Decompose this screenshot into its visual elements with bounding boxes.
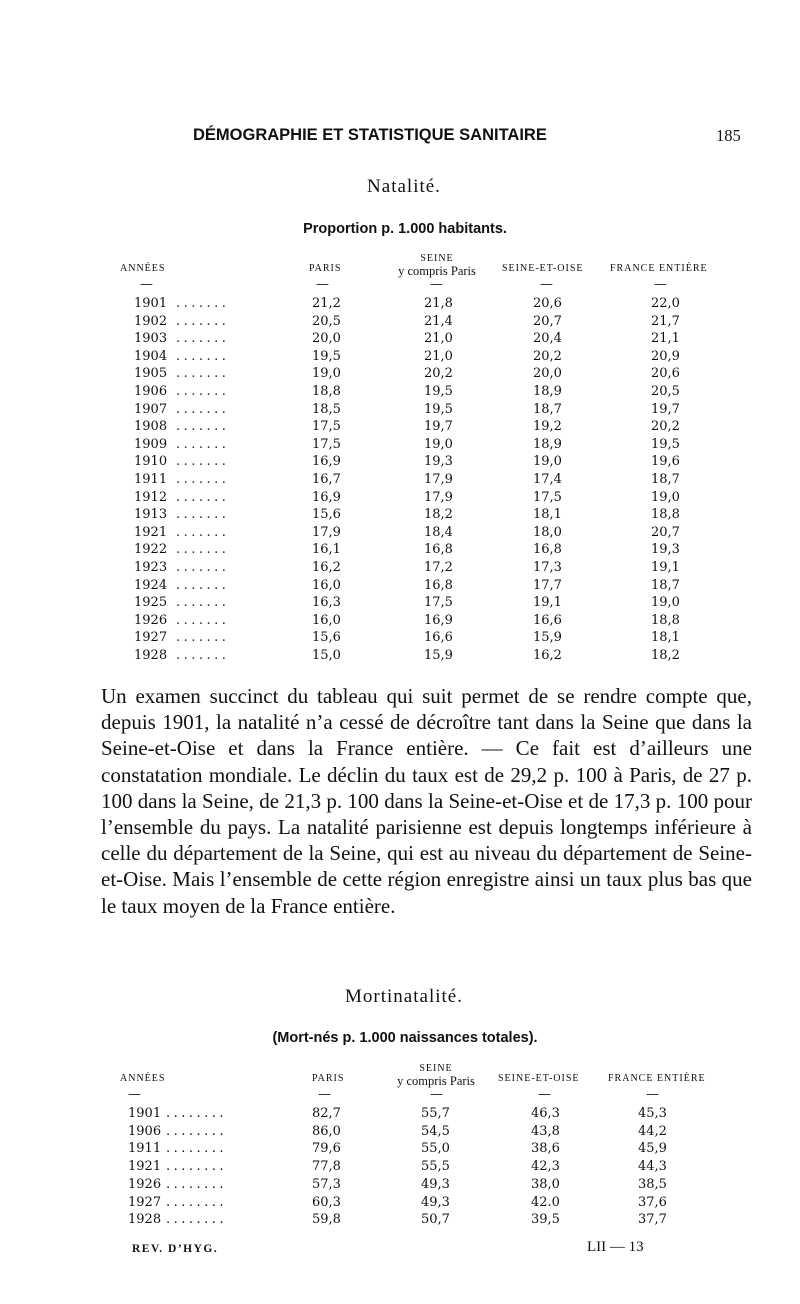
seine-cell: 21,8	[424, 296, 453, 311]
year-cell: 1909	[134, 436, 168, 452]
table-row	[0, 1106, 800, 1124]
france-cell: 20,2	[651, 419, 680, 435]
seine-et-oise-cell: 19,2	[533, 419, 562, 435]
table-row	[0, 1141, 800, 1159]
france-cell: 19,1	[651, 560, 680, 575]
france-cell: 19,7	[651, 401, 680, 417]
dash: —	[538, 1087, 551, 1102]
table-row	[0, 613, 800, 631]
paris-cell: 17,9	[312, 524, 341, 540]
year-cell: 1927	[128, 1194, 162, 1210]
seine-et-oise-cell: 38,6	[531, 1141, 560, 1157]
paris-cell: 16,2	[312, 560, 341, 575]
france-cell: 44,2	[638, 1123, 667, 1139]
leader-dots: .......	[176, 542, 230, 558]
leader-dots: .......	[176, 507, 230, 523]
col-france: FRANCE ENTIÈRE	[610, 263, 708, 274]
seine-cell: 18,2	[424, 507, 453, 523]
leader-dots: .......	[176, 648, 230, 663]
seine-et-oise-cell: 20,7	[533, 313, 562, 329]
paris-cell: 20,0	[312, 331, 341, 347]
paris-cell: 16,0	[312, 612, 341, 628]
table-row	[0, 472, 800, 490]
paris-cell: 18,8	[312, 384, 341, 399]
seine-cell: 19,3	[424, 454, 453, 470]
leader-dots: .......	[176, 524, 230, 540]
france-cell: 20,6	[651, 366, 680, 382]
leader-dots: .......	[176, 419, 230, 435]
france-cell: 37,6	[638, 1194, 667, 1210]
france-cell: 19,3	[651, 542, 680, 558]
france-cell: 19,6	[651, 454, 680, 470]
table-row	[0, 314, 800, 332]
france-cell: 19,0	[651, 595, 680, 611]
year-cell: 1904	[134, 348, 168, 364]
leader-dots: .......	[176, 348, 230, 364]
leader-dots: .......	[176, 577, 230, 593]
dash: —	[318, 1087, 331, 1102]
seine-cell: 21,4	[424, 313, 453, 329]
natalite-title: Natalité.	[367, 176, 441, 197]
seine-cell: 54,5	[421, 1123, 450, 1139]
seine-cell: 19,7	[424, 419, 453, 435]
seine-et-oise-cell: 17,7	[533, 577, 562, 593]
paris-cell: 21,2	[312, 296, 341, 311]
seine-et-oise-cell: 17,4	[533, 472, 562, 487]
paris-cell: 19,5	[312, 348, 341, 364]
seine-cell: 21,0	[424, 348, 453, 364]
year-cell: 1902	[134, 313, 168, 329]
leader-dots: .......	[176, 472, 230, 487]
seine-cell: 16,9	[424, 612, 453, 628]
col-seine-et-oise: SEINE-ET-OISE	[498, 1073, 580, 1084]
col-seine-et-oise: SEINE-ET-OISE	[502, 263, 584, 274]
year-cell: 1928	[128, 1212, 162, 1228]
col-seine	[381, 1063, 491, 1087]
paris-cell: 86,0	[312, 1123, 341, 1139]
col-france: FRANCE ENTIÈRE	[608, 1073, 706, 1084]
leader-dots: .......	[176, 401, 230, 417]
leader-dots: .......	[176, 436, 230, 452]
paris-cell: 17,5	[312, 419, 341, 435]
year-cell: 1926	[134, 612, 168, 628]
year-cell: 1912	[134, 489, 168, 505]
leader-dots: ........	[166, 1194, 228, 1210]
seine-et-oise-cell: 38,0	[531, 1176, 560, 1192]
table-row	[0, 490, 800, 508]
leader-dots: .......	[176, 454, 230, 470]
col-seine-line1: SEINE	[420, 253, 454, 264]
year-cell: 1906	[134, 384, 168, 399]
france-cell: 18,7	[651, 577, 680, 593]
year-cell: 1907	[134, 401, 168, 417]
seine-et-oise-cell: 15,9	[533, 630, 562, 646]
year-cell: 1911	[128, 1141, 162, 1157]
seine-cell: 19,0	[424, 436, 453, 452]
france-cell: 20,5	[651, 384, 680, 399]
seine-et-oise-cell: 39,5	[531, 1212, 560, 1228]
table-row	[0, 1212, 800, 1230]
leader-dots: .......	[176, 489, 230, 505]
france-cell: 45,3	[638, 1106, 667, 1121]
leader-dots: .......	[176, 612, 230, 628]
table-row	[0, 560, 800, 578]
dash: —	[430, 1087, 443, 1102]
paris-cell: 15,6	[312, 507, 341, 523]
leader-dots: ........	[166, 1176, 228, 1192]
col-seine	[382, 253, 492, 277]
leader-dots: .......	[176, 384, 230, 399]
year-cell: 1924	[134, 577, 168, 593]
col-annees: ANNÉES	[120, 1073, 166, 1084]
france-cell: 21,7	[651, 313, 680, 329]
seine-cell: 19,5	[424, 401, 453, 417]
year-cell: 1911	[134, 472, 168, 487]
mortinatalite-title: Mortinatalité.	[345, 986, 463, 1007]
seine-et-oise-cell: 17,5	[533, 489, 562, 505]
seine-cell: 49,3	[421, 1194, 450, 1210]
paris-cell: 59,8	[312, 1212, 341, 1228]
leader-dots: .......	[176, 630, 230, 646]
paris-cell: 16,3	[312, 595, 341, 611]
france-cell: 18,2	[651, 648, 680, 663]
year-cell: 1923	[134, 560, 168, 575]
mortinatalite-caption: (Mort-nés p. 1.000 naissances totales).	[272, 1030, 538, 1046]
seine-et-oise-cell: 46,3	[531, 1106, 560, 1121]
seine-cell: 17,9	[424, 472, 453, 487]
seine-et-oise-cell: 20,6	[533, 296, 562, 311]
year-cell: 1903	[134, 331, 168, 347]
seine-et-oise-cell: 17,3	[533, 560, 562, 575]
dash: —	[128, 1087, 141, 1102]
seine-et-oise-cell: 19,1	[533, 595, 562, 611]
seine-et-oise-cell: 42,3	[531, 1159, 560, 1175]
running-title: DÉMOGRAPHIE ET STATISTIQUE SANITAIRE	[193, 126, 547, 144]
leader-dots: ........	[166, 1159, 228, 1175]
leader-dots: ........	[166, 1212, 228, 1228]
year-cell: 1928	[134, 648, 168, 663]
seine-cell: 16,8	[424, 577, 453, 593]
col-seine-line2: y compris Paris	[397, 1074, 475, 1088]
col-paris: PARIS	[312, 1073, 345, 1084]
seine-et-oise-cell: 18,7	[533, 401, 562, 417]
france-cell: 44,3	[638, 1159, 667, 1175]
dash: —	[140, 277, 153, 292]
france-cell: 20,9	[651, 348, 680, 364]
table-row	[0, 648, 800, 666]
col-seine-line2: y compris Paris	[398, 264, 476, 278]
seine-et-oise-cell: 20,2	[533, 348, 562, 364]
paris-cell: 16,9	[312, 489, 341, 505]
seine-cell: 17,2	[424, 560, 453, 575]
seine-et-oise-cell: 18,9	[533, 384, 562, 399]
table-row	[0, 349, 800, 367]
paris-cell: 20,5	[312, 313, 341, 329]
seine-cell: 17,9	[424, 489, 453, 505]
year-cell: 1922	[134, 542, 168, 558]
seine-cell: 49,3	[421, 1176, 450, 1192]
col-annees: ANNÉES	[120, 263, 166, 274]
paris-cell: 18,5	[312, 401, 341, 417]
france-cell: 19,0	[651, 489, 680, 505]
table-row	[0, 437, 800, 455]
year-cell: 1906	[128, 1123, 162, 1139]
seine-et-oise-cell: 16,6	[533, 612, 562, 628]
dash: —	[430, 277, 443, 292]
leader-dots: .......	[176, 366, 230, 382]
year-cell: 1913	[134, 507, 168, 523]
seine-et-oise-cell: 16,2	[533, 648, 562, 663]
france-cell: 18,1	[651, 630, 680, 646]
paris-cell: 16,9	[312, 454, 341, 470]
seine-cell: 16,8	[424, 542, 453, 558]
seine-et-oise-cell: 42.0	[531, 1194, 560, 1210]
natalite-caption: Proportion p. 1.000 habitants.	[303, 221, 507, 237]
table-row	[0, 1195, 800, 1213]
seine-et-oise-cell: 20,0	[533, 366, 562, 382]
seine-cell: 21,0	[424, 331, 453, 347]
table-row	[0, 578, 800, 596]
seine-cell: 16,6	[424, 630, 453, 646]
seine-cell: 20,2	[424, 366, 453, 382]
col-seine-line1: SEINE	[419, 1063, 453, 1074]
france-cell: 19,5	[651, 436, 680, 452]
year-cell: 1927	[134, 630, 168, 646]
seine-et-oise-cell: 16,8	[533, 542, 562, 558]
table-row	[0, 384, 800, 402]
year-cell: 1901	[134, 296, 168, 311]
paris-cell: 77,8	[312, 1159, 341, 1175]
paris-cell: 16,7	[312, 472, 341, 487]
seine-et-oise-cell: 18,9	[533, 436, 562, 452]
year-cell: 1925	[134, 595, 168, 611]
col-paris: PARIS	[309, 263, 342, 274]
year-cell: 1926	[128, 1176, 162, 1192]
leader-dots: ........	[166, 1123, 228, 1139]
table-row	[0, 419, 800, 437]
table-row	[0, 1159, 800, 1177]
paris-cell: 15,6	[312, 630, 341, 646]
dash: —	[654, 277, 667, 292]
table-row	[0, 366, 800, 384]
table-row	[0, 296, 800, 314]
footer-journal: REV. D’HYG.	[132, 1243, 219, 1255]
dash: —	[646, 1087, 659, 1102]
paragraph-text: Un examen succinct du tableau qui suit permet de se rendre compte que, depuis 1901, la natalité n’a cessé de décroître tant dans la Seine que dans la Seine-et-Oise et dans la France entière. — Ce fait est d’ailleurs une constatation mondiale. Le déclin du taux est de 29,2 p. 100 à Paris, de 27 p. 100 dans la Seine, de 21,3 p. 100 dans la Seine-et-Oise et de 17,3 p. 100 pour l’ensemble du pays. La natalité parisienne est depuis longtemps inférieure à celle du département de la Seine, qui est au niveau du département de Seine-et-Oise. Mais l’ensemble de cette région enregistre ainsi un taux plus bas que le taux moyen de la France entière.	[101, 684, 752, 918]
footer-signature: LII — 13	[587, 1239, 644, 1255]
dash: —	[316, 277, 329, 292]
france-cell: 18,7	[651, 472, 680, 487]
table-row	[0, 542, 800, 560]
table-row	[0, 402, 800, 420]
seine-et-oise-cell: 18,1	[533, 507, 562, 523]
seine-cell: 55,5	[421, 1159, 450, 1175]
france-cell: 22,0	[651, 296, 680, 311]
year-cell: 1905	[134, 366, 168, 382]
year-cell: 1908	[134, 419, 168, 435]
table-row	[0, 331, 800, 349]
paris-cell: 17,5	[312, 436, 341, 452]
seine-cell: 55,0	[421, 1141, 450, 1157]
france-cell: 21,1	[651, 331, 680, 347]
seine-et-oise-cell: 43,8	[531, 1123, 560, 1139]
seine-cell: 19,5	[424, 384, 453, 399]
france-cell: 18,8	[651, 612, 680, 628]
table-row	[0, 1177, 800, 1195]
seine-cell: 55,7	[421, 1106, 450, 1121]
france-cell: 45,9	[638, 1141, 667, 1157]
paris-cell: 79,6	[312, 1141, 341, 1157]
france-cell: 37,7	[638, 1212, 667, 1228]
seine-et-oise-cell: 19,0	[533, 454, 562, 470]
seine-et-oise-cell: 20,4	[533, 331, 562, 347]
leader-dots: .......	[176, 296, 230, 311]
table-row	[0, 630, 800, 648]
france-cell: 38,5	[638, 1176, 667, 1192]
france-cell: 18,8	[651, 507, 680, 523]
seine-cell: 18,4	[424, 524, 453, 540]
leader-dots: ........	[166, 1141, 228, 1157]
paris-cell: 19,0	[312, 366, 341, 382]
leader-dots: ........	[166, 1106, 228, 1121]
paris-cell: 60,3	[312, 1194, 341, 1210]
table-row	[0, 1124, 800, 1142]
body-paragraph	[101, 683, 752, 919]
seine-et-oise-cell: 18,0	[533, 524, 562, 540]
seine-cell: 15,9	[424, 648, 453, 663]
paris-cell: 16,0	[312, 577, 341, 593]
seine-cell: 50,7	[421, 1212, 450, 1228]
leader-dots: .......	[176, 560, 230, 575]
dash: —	[540, 277, 553, 292]
seine-cell: 17,5	[424, 595, 453, 611]
year-cell: 1921	[134, 524, 168, 540]
page-number: 185	[716, 126, 741, 145]
year-cell: 1921	[128, 1159, 162, 1175]
leader-dots: .......	[176, 595, 230, 611]
leader-dots: .......	[176, 331, 230, 347]
paris-cell: 16,1	[312, 542, 341, 558]
france-cell: 20,7	[651, 524, 680, 540]
table-row	[0, 595, 800, 613]
paris-cell: 82,7	[312, 1106, 341, 1121]
table-row	[0, 454, 800, 472]
leader-dots: .......	[176, 313, 230, 329]
table-row	[0, 507, 800, 525]
year-cell: 1901	[128, 1106, 162, 1121]
paris-cell: 57,3	[312, 1176, 341, 1192]
paris-cell: 15,0	[312, 648, 341, 663]
table-row	[0, 525, 800, 543]
year-cell: 1910	[134, 454, 168, 470]
